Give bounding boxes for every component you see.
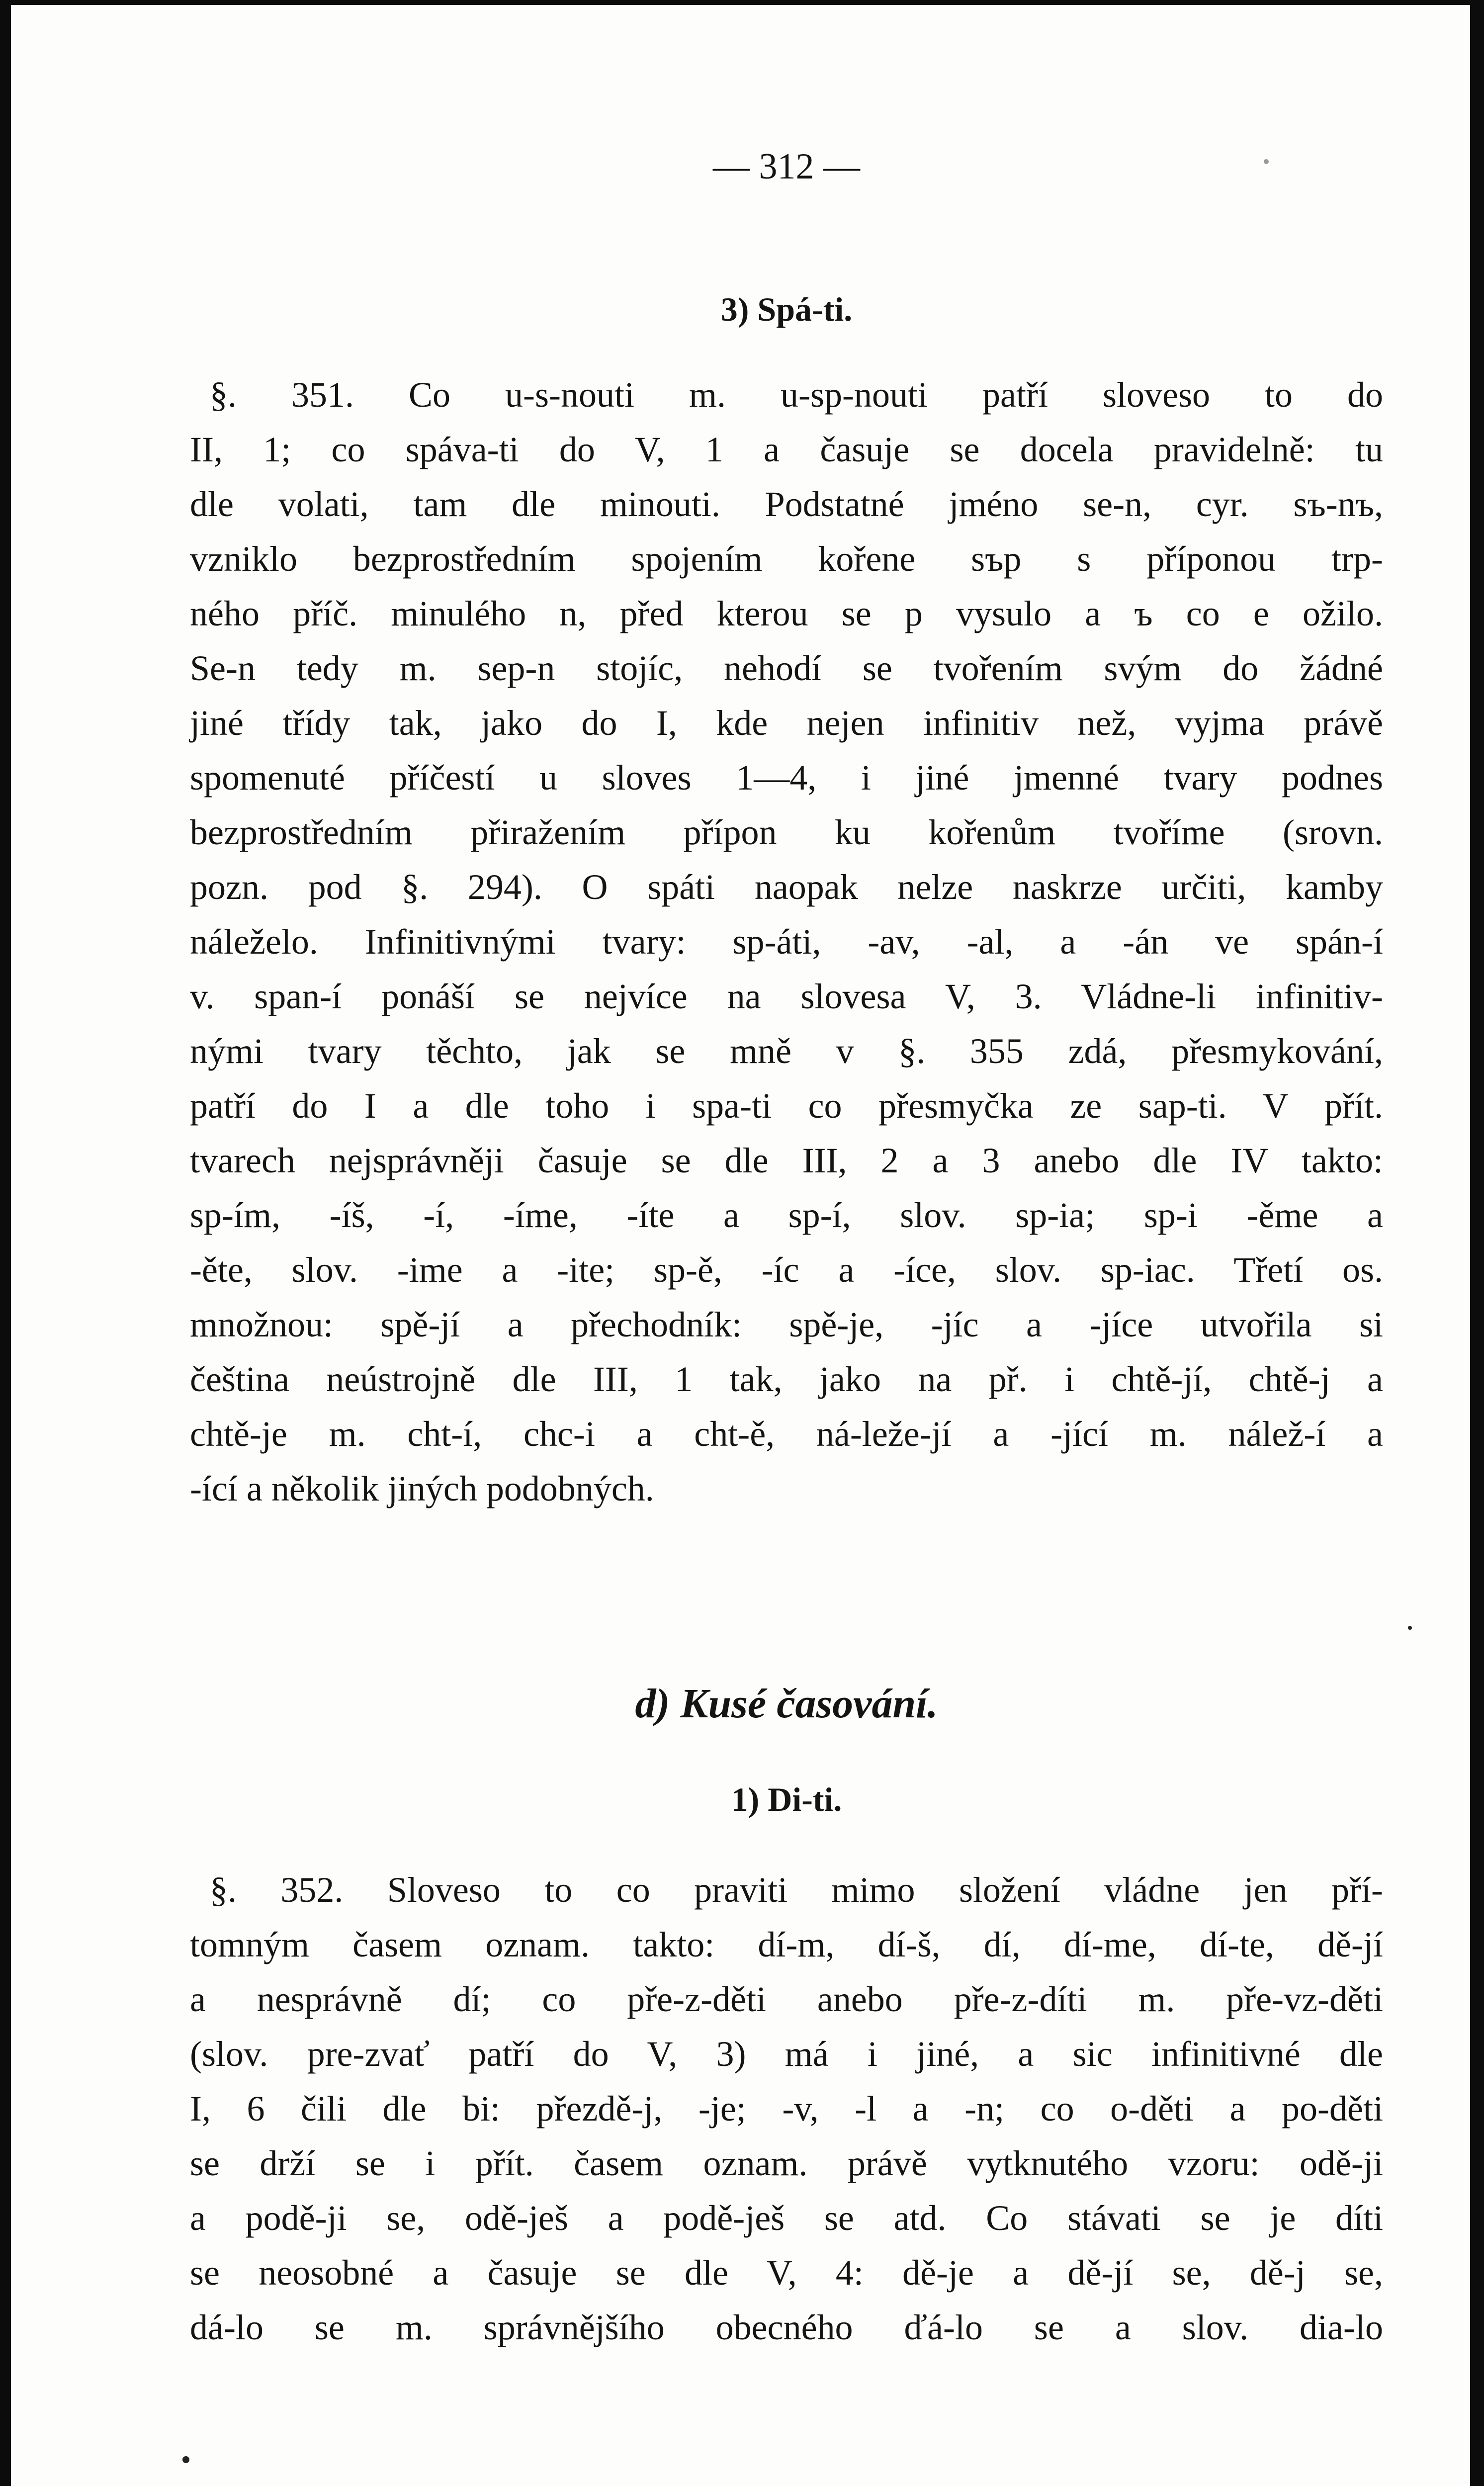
text-line: Se-n tedy m. sep-n stojíc, nehodí se tvořením svým do žádné bbox=[190, 648, 1383, 688]
text-line: množnou: spě-jí a přechodník: spě-je, -jíc a -jíce utvořila si bbox=[190, 1305, 1383, 1344]
text-line: jiné třídy tak, jako do I, kde nejen infinitiv než, vyjma právě bbox=[190, 703, 1383, 743]
text-line: a podě-ji se, odě-ješ a podě-ješ se atd. Co stávati se je díti bbox=[190, 2198, 1383, 2238]
text-line: tomným časem oznam. takto: dí-m, dí-š, dí, dí-me, dí-te, dě-jí bbox=[190, 1925, 1383, 1964]
subsection-heading-diti: 1) Di-ti. bbox=[731, 1780, 842, 1818]
text-line: §. 352. Sloveso to co praviti mimo složení vládne jen pří- bbox=[210, 1870, 1383, 1910]
section-title: d) Kusé časování. bbox=[635, 1681, 938, 1727]
text-line: II, 1; co spáva-ti do V, 1 a časuje se docela pravidelně: tu bbox=[190, 430, 1383, 469]
scan-speck bbox=[182, 2456, 189, 2463]
text-line: spomenuté příčestí u sloves 1—4, i jiné jmenné tvary podnes bbox=[190, 758, 1383, 798]
text-line: ného příč. minulého n, před kterou se p vysulo a ъ co e ožilo. bbox=[190, 594, 1383, 633]
book-page bbox=[11, 5, 1470, 2486]
text-line: -ěte, slov. -ime a -ite; sp-ě, -íc a -íce, slov. sp-iac. Třetí os. bbox=[190, 1250, 1383, 1290]
text-line: (slov. pre-zvať patří do V, 3) má i jiné, a sic infinitivné dle bbox=[190, 2034, 1383, 2074]
text-line: čeština neústrojně dle III, 1 tak, jako na př. i chtě-jí, chtě-j a bbox=[190, 1359, 1383, 1399]
page-number: — 312 — bbox=[713, 146, 860, 187]
text-line: dá-lo se m. správnějšího obecného ďá-lo se a slov. dia-lo bbox=[190, 2308, 1383, 2347]
text-line: §. 351. Co u-s-nouti m. u-sp-nouti patří sloveso to do bbox=[210, 375, 1383, 415]
text-line: I, 6 čili dle bi: přezdě-j, -je; -v, -l a -n; co o-děti a po-děti bbox=[190, 2089, 1383, 2129]
text-line: a nesprávně dí; co pře-z-děti anebo pře-z-díti m. pře-vz-děti bbox=[190, 1979, 1383, 2019]
text-line: nými tvary těchto, jak se mně v §. 355 zdá, přesmykování, bbox=[190, 1031, 1383, 1071]
text-line: -ící a několik jiných podobných. bbox=[190, 1469, 654, 1509]
subsection-heading-spati: 3) Spá-ti. bbox=[720, 290, 853, 328]
text-line: patří do I a dle toho i spa-ti co přesmyčka ze sap-ti. V přít. bbox=[190, 1086, 1383, 1126]
text-line: dle volati, tam dle minouti. Podstatné jméno se-n, cyr. sъ-nъ, bbox=[190, 484, 1383, 524]
text-line: v. span-í ponáší se nejvíce na slovesa V, 3. Vládne-li infinitiv- bbox=[190, 977, 1383, 1016]
text-line: bezprostředním přiražením přípon ku kořenům tvoříme (srovn. bbox=[190, 812, 1383, 852]
text-line: náleželo. Infinitivnými tvary: sp-áti, -av, -al, a -án ve spán-í bbox=[190, 922, 1383, 962]
text-line: se drží se i přít. časem oznam. právě vytknutého vzoru: odě-ji bbox=[190, 2143, 1383, 2183]
text-line: vzniklo bezprostředním spojením kořene sъp s příponou trp- bbox=[190, 539, 1383, 579]
text-line: sp-ím, -íš, -í, -íme, -íte a sp-í, slov. sp-ia; sp-i -ěme a bbox=[190, 1195, 1383, 1235]
scan-speck bbox=[1264, 159, 1269, 164]
text-line: pozn. pod §. 294). O spáti naopak nelze naskrze určiti, kamby bbox=[190, 867, 1383, 907]
text-line: tvarech nejsprávněji časuje se dle III, 2 a 3 anebo dle IV takto: bbox=[190, 1141, 1383, 1180]
text-line: chtě-je m. cht-í, chc-i a cht-ě, ná-leže-jí a -jící m. nálež-í a bbox=[190, 1414, 1383, 1454]
scan-speck bbox=[1408, 1626, 1412, 1630]
text-line: se neosobné a časuje se dle V, 4: dě-je a dě-jí se, dě-j se, bbox=[190, 2253, 1383, 2293]
